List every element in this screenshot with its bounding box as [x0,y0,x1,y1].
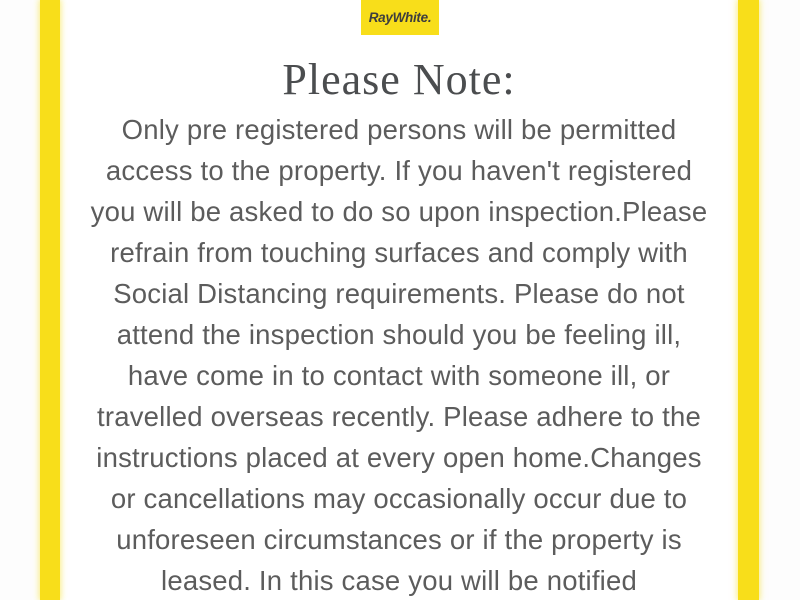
notice-line: or cancellations may occasionally occur due to [110,483,688,514]
notice-line: Only pre registered persons will be permitted [121,114,677,145]
notice-line: attend the inspection should you be feeling ill, [116,319,682,350]
notice-line: have come in to contact with someone ill, or [127,360,671,391]
notice-line: Social Distancing requirements. Please do not [113,278,685,309]
notice-line: leased. In this case you will be notified [161,565,637,596]
notice-line: refrain from touching surfaces and comply with [110,237,688,268]
notice-line: access to the property. If you haven't registered [105,155,693,186]
raywhite-logo-badge [361,0,439,35]
notice-body [60,109,738,600]
notice-line: instructions placed at every open home.Changes [96,442,702,473]
frame-left-bar [40,0,60,600]
notice-line: travelled overseas recently. Please adhere to the [97,401,701,432]
frame-right-bar [738,0,759,600]
notice-title: Please Note: [282,55,516,104]
notice-line: unforeseen circumstances or if the property is [116,524,682,555]
raywhite-logo-text: RayWhite. [368,10,432,25]
notice-line: you will be asked to do so upon inspection.Please [90,196,708,227]
